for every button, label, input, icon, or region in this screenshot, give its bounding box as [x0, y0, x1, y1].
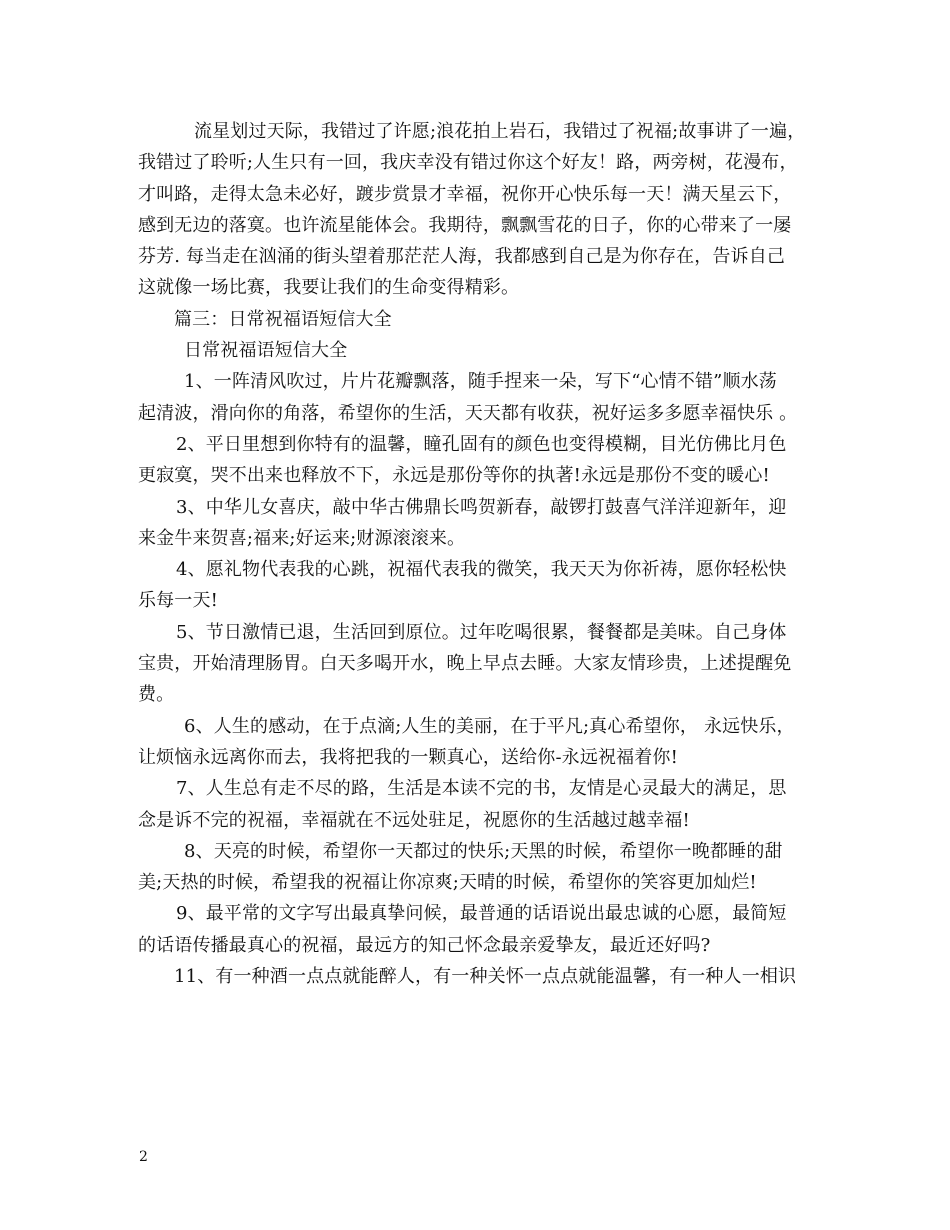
document-body — [138, 116, 832, 992]
text-line: 美;天热的时候，希望我的祝福让你凉爽;天晴的时候，希望你的笑容更加灿烂! — [138, 872, 757, 894]
text-line: 7、人生总有走不尽的路，生活是本读不完的书，友情是心灵最大的满足，思 — [176, 778, 787, 800]
text-line: 5、节日激情已退，生活回到原位。过年吃喝很累，餐餐都是美味。自己身体 — [176, 621, 787, 643]
text-line: 4、愿礼物代表我的心跳，祝福代表我的微笑，我天天为你祈祷，愿你轻松快 — [176, 559, 787, 581]
text-line: 8、天亮的时候，希望你一天都过的快乐;天黑的时候，希望你一晚都睡的甜 — [184, 840, 783, 862]
section-subtitle: 日常祝福语短信大全 — [184, 340, 348, 362]
text-line: 流星划过天际，我错过了许愿;浪花拍上岩石，我错过了祝福;故事讲了一遍， — [194, 121, 806, 142]
text-line: 这就像一场比赛，我要让我们的生命变得精彩。 — [138, 277, 520, 299]
text-line: 2、平日里想到你特有的温馨，瞳孔固有的颜色也变得模糊，目光仿佛比月色 — [176, 433, 787, 455]
text-line: 让烦恼永远离你而去，我将把我的一颗真心，送给你-永远祝福着你! — [138, 746, 678, 768]
text-line: 6、人生的感动，在于点滴;人生的美丽，在于平凡;真心希望你， 永远快乐， — [184, 715, 795, 737]
text-line: 感到无边的落寞。也许流星能体会。我期待，飘飘雪花的日子，你的心带来了一屡 — [138, 214, 792, 236]
text-line: 宝贵，开始清理肠胃。白天多喝开水，晚上早点去睡。大家友情珍贵，上述提醒免 — [138, 653, 792, 675]
text-line: 念是诉不完的祝福，幸福就在不远处驻足，祝愿你的生活越过越幸福! — [138, 809, 690, 831]
text-line: 3、中华儿女喜庆，敲中华古佛鼎长鸣贺新春，敲锣打鼓喜气洋洋迎新年，迎 — [176, 496, 787, 518]
text-line: 才叫路，走得太急未必好，踱步赏景才幸福，祝你开心快乐每一天！满天星云下， — [138, 183, 792, 205]
text-line: 更寂寞，哭不出来也释放不下，永远是那份等你的执著!永远是那份不变的暖心! — [138, 465, 770, 487]
section-heading: 篇三：日常祝福语短信大全 — [174, 308, 392, 330]
text-line: 费。 — [138, 684, 175, 706]
text-line: 乐每一天! — [138, 590, 218, 612]
text-line: 芬芳. 每当走在汹涌的街头望着那茫茫人海，我都感到自己是为你存在，告诉自己 — [138, 246, 785, 268]
text-line: 9、最平常的文字写出最真挚问候，最普通的话语说出最忠诚的心愿，最简短 — [176, 903, 787, 925]
page-number: 2 — [139, 1149, 148, 1165]
text-line: 1、一阵清风吹过，片片花瓣飘落，随手捏来一朵，写下“心情不错”顺水荡 — [184, 371, 777, 393]
text-line: 我错过了聆听;人生只有一回，我庆幸没有错过你这个好友！路，两旁树，花漫布， — [138, 152, 798, 174]
text-line: 11、有一种酒一点点就能醉人，有一种关怀一点点就能温馨，有一种人一相识 — [174, 966, 797, 988]
text-line: 的话语传播最真心的祝福，最远方的知己怀念最亲爱挚友，最近还好吗? — [138, 934, 711, 956]
text-line: 起清波，滑向你的角落，希望你的生活，天天都有收获，祝好运多多愿幸福快乐 。 — [138, 402, 798, 424]
text-line: 来金牛来贺喜;福来;好运来;财源滚滚来。 — [138, 527, 466, 549]
